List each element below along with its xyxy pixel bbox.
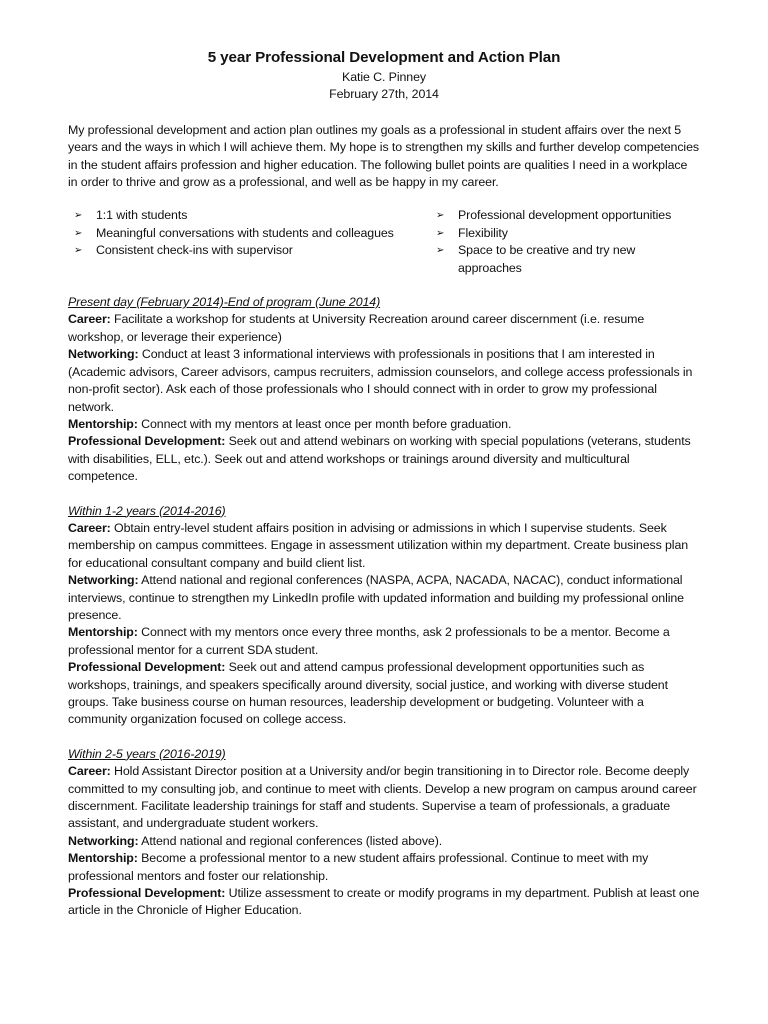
arrow-bullet-icon: ➢ [74, 245, 83, 257]
career-goal: Career: Facilitate a workshop for students at University Recreation around career discernment (i.e. resume workshop, or leverage their experience) [68, 312, 645, 344]
intro-paragraph: My professional development and action plan outlines my goals as a professional in student affairs over the next 5 years and the ways in which I will achieve them. My hope is to strengthen my skills and further develop competencies in the student affairs profession and higher education. The following bullet points are qualities I need in a workplace in order to thrive and grow as a professional, and well as be happy in my career. [68, 122, 699, 190]
section-period-heading: Within 2-5 years (2016-2019) [68, 746, 226, 761]
list-item: ➢ 1:1 with students [68, 207, 430, 224]
arrow-bullet-icon: ➢ [436, 245, 445, 257]
qualities-list [68, 207, 700, 277]
list-item: ➢ Professional development opportunities [430, 207, 700, 224]
document-title: 5 year Professional Development and Action Plan [207, 49, 561, 66]
arrow-bullet-icon: ➢ [74, 227, 83, 239]
document-date: February 27th, 2014 [329, 87, 439, 102]
list-item: ➢ Consistent check-ins with supervisor [68, 242, 430, 259]
section-period-heading: Present day (February 2014)-End of program (June 2014) [68, 295, 381, 310]
qualities-column-left [68, 207, 430, 277]
document-page [68, 48, 700, 920]
plan-section-present [68, 294, 700, 485]
professional-development-goal: Professional Development: Seek out and attend campus professional development opportunities such as workshops, trainings, and speakers specifically around diversity, social justice, and working with diverse student groups. Take business course on human resources, leadership development or budgeting. Volunteer with a community organization focused on college access. [68, 660, 668, 727]
author-name: Katie C. Pinney [342, 70, 426, 84]
arrow-bullet-icon: ➢ [436, 210, 445, 222]
plan-section-2-5-years [68, 746, 700, 920]
networking-goal: Networking: Attend national and regional conferences (NASPA, ACPA, NACADA, NACAC), conduct informational interviews, continue to strengthen my LinkedIn profile with updated information and building my professional online presence. [68, 573, 684, 622]
plan-section-1-2-years [68, 503, 700, 729]
qualities-column-right [430, 207, 700, 277]
professional-development-goal: Professional Development: Seek out and attend webinars on working with special populations (veterans, students with disabilities, ELL, etc.). Seek out and attend workshops or trainings around diversity and multicultural competence. [68, 434, 691, 484]
list-item: ➢ Flexibility [430, 225, 700, 242]
networking-goal: Networking: Conduct at least 3 informational interviews with professionals in positions that I am interested in (Academic advisors, Career advisors, campus recruiters, admission counselors, and college access professionals in non-profit sector). Ask each of those professionals who I should connect with in order to grow my professional network. [68, 347, 693, 414]
mentorship-goal: Mentorship: Connect with my mentors once every three months, ask 2 professionals to be a mentor. Become a professional mentor for a current SDA student. [68, 625, 670, 657]
mentorship-goal: Mentorship: Become a professional mentor to a new student affairs professional. Continue to meet with my professional mentors and foster our relationship. [68, 851, 649, 883]
professional-development-goal: Professional Development: Utilize assessment to create or modify programs in my department. Publish at least one article in the Chronicle of Higher Education. [68, 886, 700, 918]
networking-goal: Networking: Attend national and regional conferences (listed above). [68, 833, 443, 848]
mentorship-goal: Mentorship: Connect with my mentors at least once per month before graduation. [68, 416, 512, 431]
list-item: ➢ Meaningful conversations with students and colleagues [68, 225, 430, 242]
career-goal: Career: Hold Assistant Director position at a University and/or begin transitioning in to Director role. Become deeply committed to my consulting job, and continue to meet with clients. Develop a new program on campus around career discernment. Facilitate leadership trainings for staff and students. Supervise a team of professionals, a graduate assistant, and undergraduate student workers. [68, 764, 697, 831]
arrow-bullet-icon: ➢ [74, 210, 83, 222]
section-period-heading: Within 1-2 years (2014-2016) [68, 503, 226, 518]
list-item: ➢ Space to be creative and try new approaches [436, 243, 636, 275]
arrow-bullet-icon: ➢ [436, 227, 445, 239]
career-goal: Career: Obtain entry-level student affairs position in advising or admissions in which I supervise students. Seek membership on campus committees. Engage in assessment utilization within my department. Create business plan for educational consultant company and build client list. [68, 520, 689, 570]
